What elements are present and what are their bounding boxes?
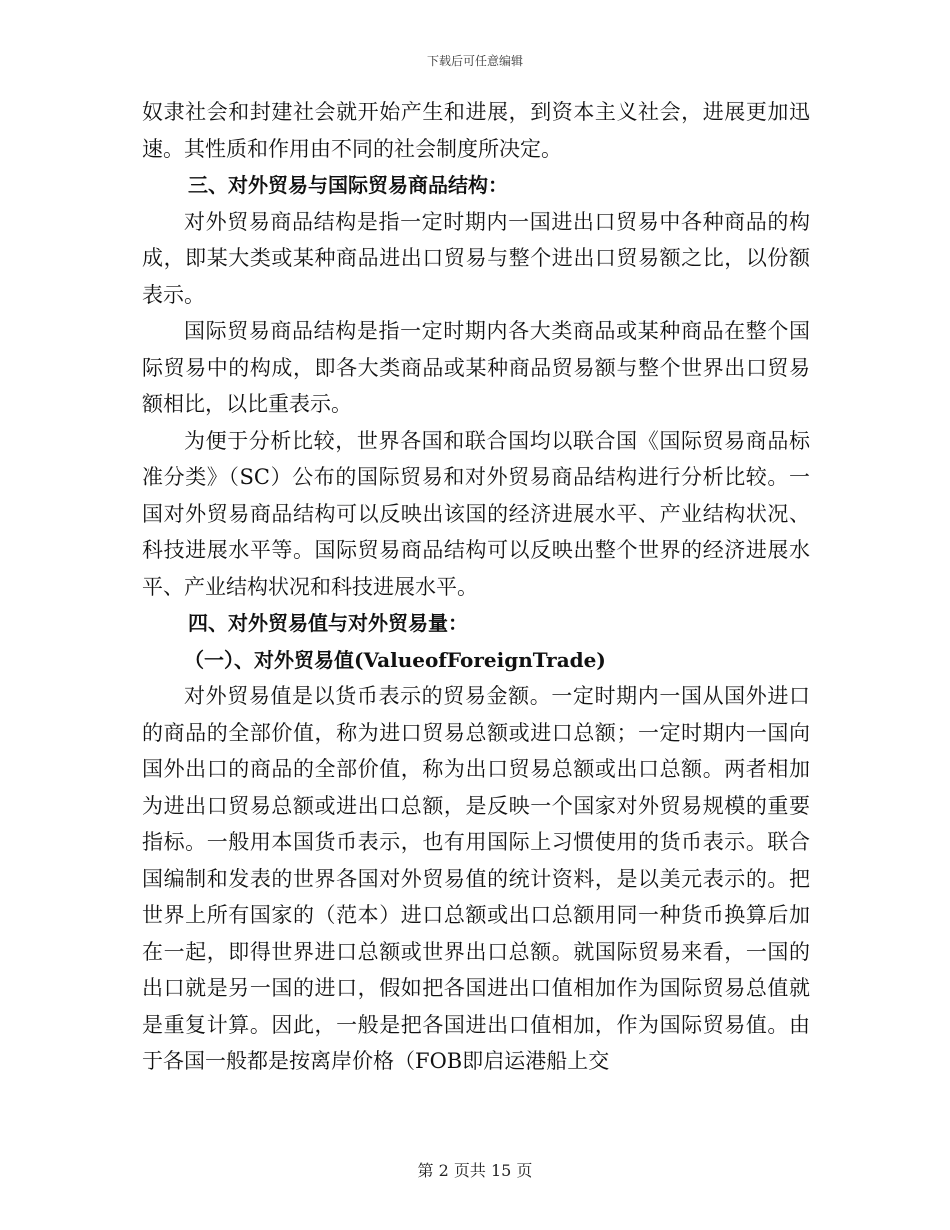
section-heading-3: 三、对外贸易与国际贸易商品结构： [188,173,508,197]
paragraph-international-trade-structure: 国际贸易商品结构是指一定时期内各大类商品或某种商品在整个国际贸易中的构成，即各大类商品或某种商品贸易额与整个世界出口贸易额相比，以比重表示。 [142,319,810,416]
paragraph-sitc-classification: 为便于分析比较，世界各国和联合国均以联合国《国际贸易商品标准分类》（SC）公布的国际贸易和对外贸易商品结构进行分析比较。一国对外贸易商品结构可以反映出该国的经济进展水平、产业结构状况、科技进展水平等。国际贸易商品结构可以反映出整个世界的经济进展水平、产业结构状况和科技进展水平。 [142,428,810,599]
paragraph-continuation: 奴隶社会和封建社会就开始产生和进展，到资本主义社会，进展更加迅速。其性质和作用由不同的社会制度所决定。 [142,100,810,161]
document-body [142,94,810,1080]
page-footer: 第 2 页共 15 页 [417,1161,533,1180]
section-heading-4: 四、对外贸易值与对外贸易量： [188,611,468,635]
paragraph-foreign-trade-structure: 对外贸易商品结构是指一定时期内一国进出口贸易中各种商品的构成，即某大类或某种商品进出口贸易与整个进出口贸易额之比，以份额表示。 [142,209,810,307]
paragraph-foreign-trade-value: 对外贸易值是以货币表示的贸易金额。一定时期内一国从国外进口的商品的全部价值，称为进口贸易总额或进口总额；一定时期内一国向国外出口的商品的全部价值，称为出口贸易总额或出口总额。两者相加为进出口贸易总额或进出口总额，是反映一个国家对外贸易规模的重要指标。一般用本国货币表示，也有用国际上习惯使用的货币表示。联合国编制和发表的世界各国对外贸易值的统计资料，是以美元表示的。把世界上所有国家的（范本）进口总额或出口总额用同一种货币换算后加在一起，即得世界进口总额或世界出口总额。就国际贸易来看，一国的出口就是另一国的进口，假如把各国进出口值相加作为国际贸易总值就是重复计算。因此，一般是把各国进出口值相加，作为国际贸易值。由于各国一般都是按离岸价格（FOB即启运港船上交 [142,684,810,1073]
page-header: 下载后可任意编辑 [426,54,523,68]
subsection-heading-4-1: （一）、对外贸易值(ValueofForeignTrade) [184,647,606,672]
